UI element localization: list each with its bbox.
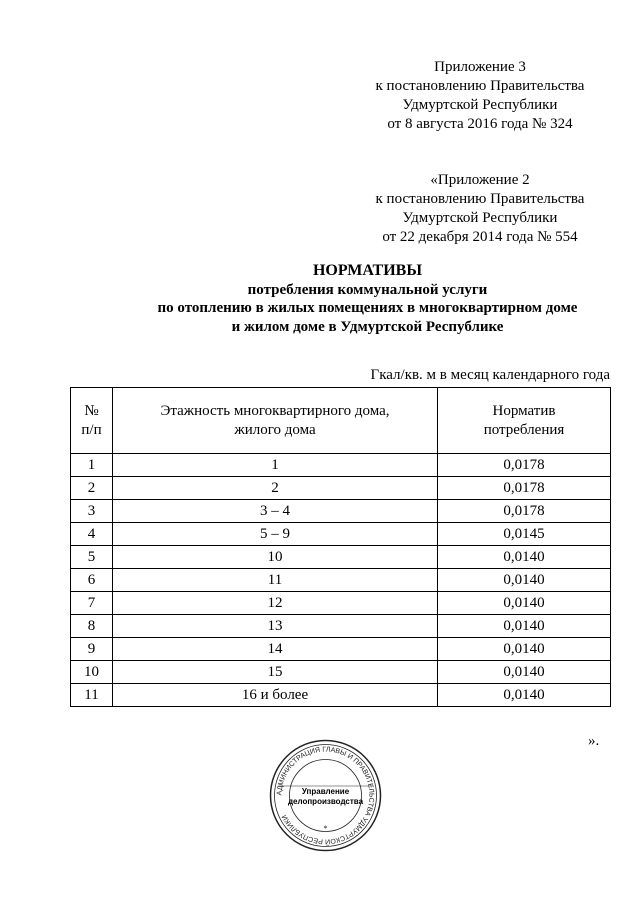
appendix-line: Удмуртской Республики (402, 97, 558, 113)
row-norm: 0,0178 (438, 500, 611, 523)
appendix-header-original (350, 171, 610, 247)
svg-text:*: * (323, 824, 328, 833)
norms-table (70, 387, 611, 707)
row-norm: 0,0140 (438, 546, 611, 569)
row-floors: 1 (113, 454, 438, 477)
appendix-line: от 22 декабря 2014 года № 554 (382, 229, 578, 245)
appendix-line: к постановлению Правительства (375, 191, 585, 207)
header-floors (113, 388, 438, 454)
title-line: и жилом доме в Удмуртской Республике (231, 318, 504, 335)
table-row (71, 569, 611, 592)
table-row (71, 684, 611, 707)
row-number: 5 (71, 546, 113, 569)
table-row (71, 454, 611, 477)
row-floors: 11 (113, 569, 438, 592)
stamp-ring-text: АДМИНИСТРАЦИЯ ГЛАВЫ И ПРАВИТЕЛЬСТВА УДМУРТСКОЙ РЕСПУБЛИКИ (276, 746, 375, 845)
appendix-line: Удмуртской Республики (402, 210, 558, 226)
table-row (71, 615, 611, 638)
row-floors: 3 – 4 (113, 500, 438, 523)
table-row (71, 638, 611, 661)
row-floors: 12 (113, 592, 438, 615)
row-floors: 16 и более (113, 684, 438, 707)
table-row (71, 477, 611, 500)
header-line: Этажность многоквартирного дома, (160, 402, 390, 419)
stamp-center-line: Управление (301, 787, 350, 796)
table-row (71, 523, 611, 546)
appendix-line: от 8 августа 2016 года № 324 (387, 116, 573, 132)
header-line: потребления (483, 421, 565, 438)
table-header-row (71, 388, 611, 454)
row-number: 10 (71, 661, 113, 684)
row-norm: 0,0178 (438, 477, 611, 500)
header-line: жилого дома (234, 421, 316, 438)
title-line: по отоплению в жилых помещениях в многоквартирном доме (157, 300, 578, 316)
row-number: 7 (71, 592, 113, 615)
row-number: 2 (71, 477, 113, 500)
row-floors: 10 (113, 546, 438, 569)
row-norm: 0,0140 (438, 615, 611, 638)
row-number: 3 (71, 500, 113, 523)
stamp-center-line: делопроизводства (287, 797, 364, 806)
row-number: 11 (71, 684, 113, 707)
official-stamp (268, 738, 383, 853)
closing-quote: ». (588, 733, 600, 749)
row-number: 1 (71, 454, 113, 477)
row-floors: 14 (113, 638, 438, 661)
row-number: 9 (71, 638, 113, 661)
row-norm: 0,0178 (438, 454, 611, 477)
header-number (71, 388, 113, 454)
row-number: 4 (71, 523, 113, 546)
row-norm: 0,0145 (438, 523, 611, 546)
row-floors: 15 (113, 661, 438, 684)
header-line: п/п (81, 421, 102, 438)
table-row (71, 500, 611, 523)
row-floors: 13 (113, 615, 438, 638)
table-row (71, 592, 611, 615)
header-line: № (84, 402, 99, 419)
title-line: потребления коммунальной услуги (247, 281, 488, 298)
row-number: 8 (71, 615, 113, 638)
appendix-line: к постановлению Правительства (375, 78, 585, 94)
row-norm: 0,0140 (438, 592, 611, 615)
table-row (71, 546, 611, 569)
header-line: Норматив (492, 402, 556, 419)
row-norm: 0,0140 (438, 638, 611, 661)
title-heading: НОРМАТИВЫ (312, 262, 423, 279)
document-title (60, 262, 640, 336)
row-norm: 0,0140 (438, 661, 611, 684)
header-norm (438, 388, 611, 454)
appendix-header-current (350, 58, 610, 134)
units-label: Гкал/кв. м в месяц календарного года (370, 367, 610, 383)
row-number: 6 (71, 569, 113, 592)
appendix-line: «Приложение 2 (430, 172, 530, 188)
row-floors: 2 (113, 477, 438, 500)
row-norm: 0,0140 (438, 569, 611, 592)
row-norm: 0,0140 (438, 684, 611, 707)
table-row (71, 661, 611, 684)
appendix-line: Приложение 3 (434, 59, 526, 75)
row-floors: 5 – 9 (113, 523, 438, 546)
